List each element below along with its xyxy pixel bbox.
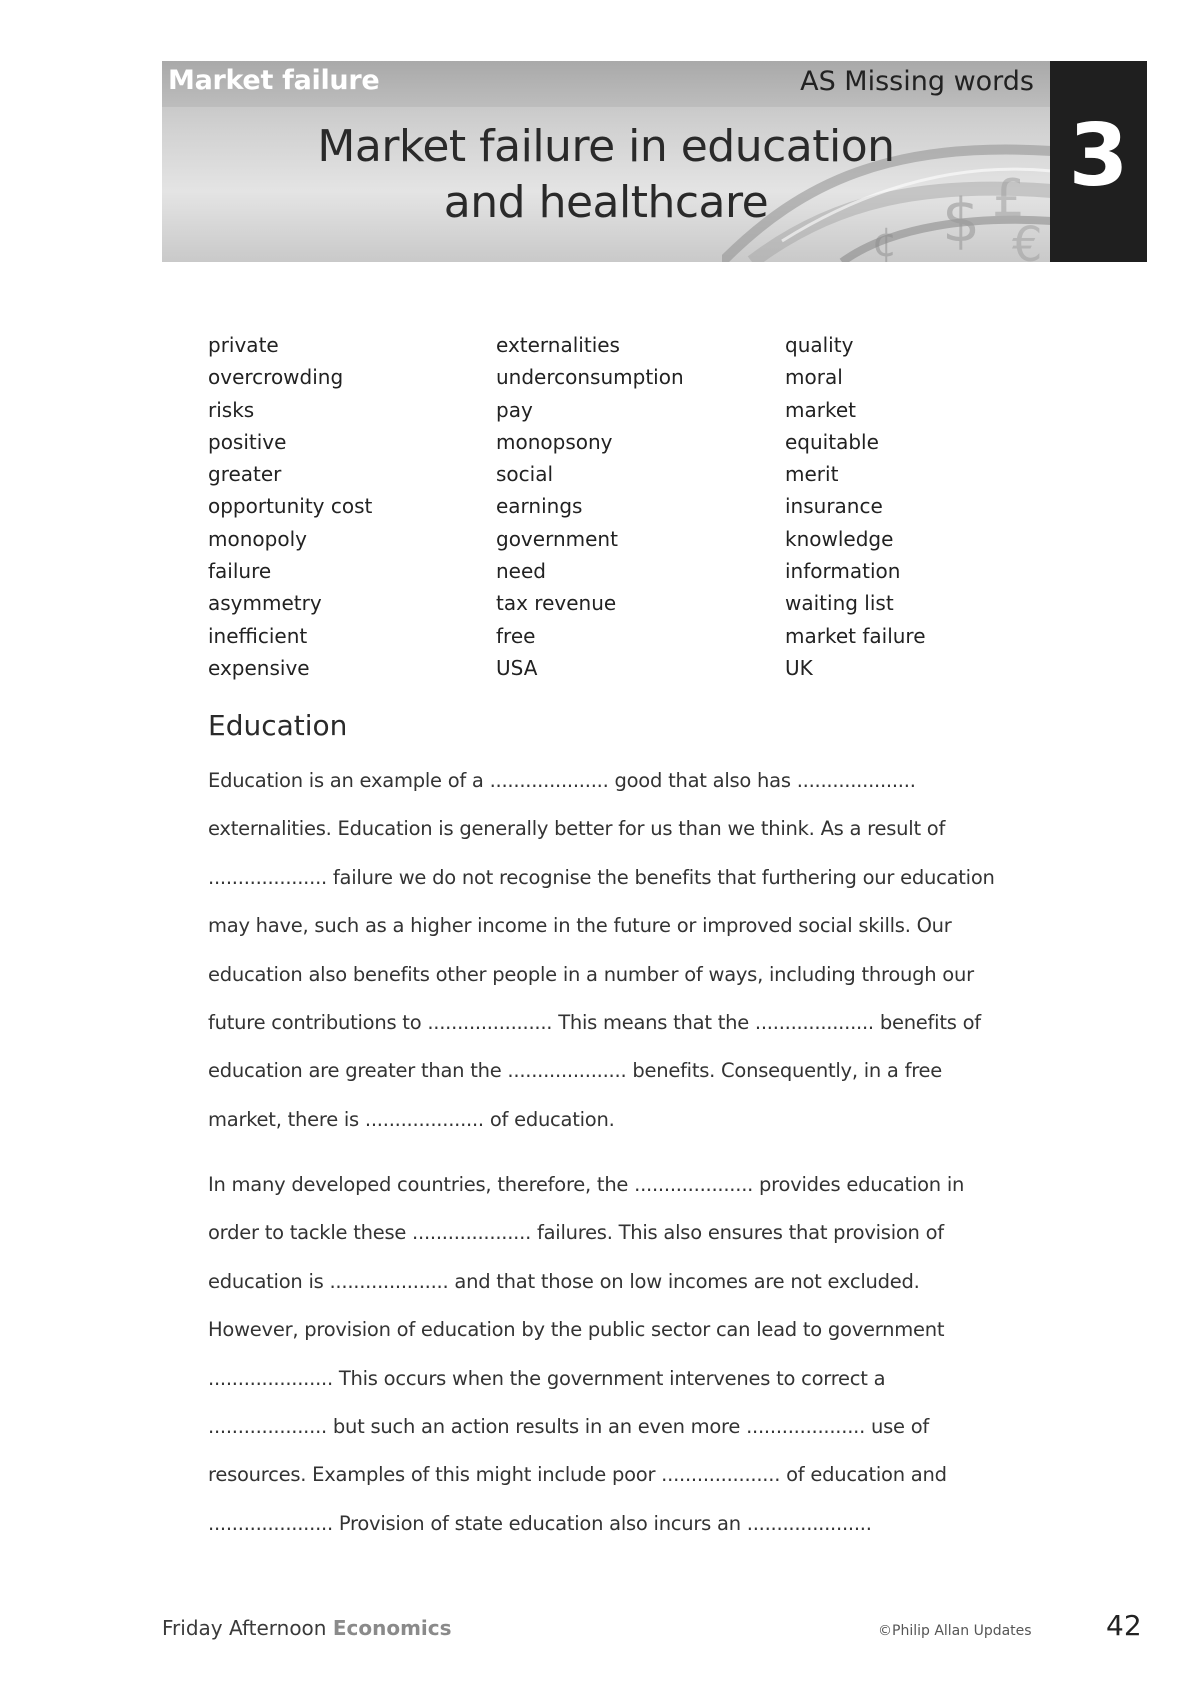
word-item: need [496,559,546,584]
word-item: externalities [496,333,620,357]
word-bank-column-3 [785,329,926,684]
text-line: may have, such as a higher income in the future or improved social skills. Our [208,914,952,938]
text-line: education also benefits other people in a number of ways, including through our [208,962,974,986]
paragraph-1 [208,757,1068,1144]
svg-text:¢: ¢ [872,220,898,262]
word-item: opportunity cost [208,494,373,519]
word-item: pay [496,397,533,422]
footer-series [162,1616,452,1640]
word-item: quality [785,333,854,357]
word-item: social [496,462,554,487]
word-item: private [208,333,279,357]
series-label: AS Missing words [800,66,1034,97]
word-item: USA [496,655,538,680]
svg-text:$: $ [942,186,981,256]
word-item: UK [785,655,813,680]
paragraph-2 [208,1161,1068,1548]
page-number: 42 [1106,1609,1142,1642]
word-item: waiting list [785,591,894,616]
word-item: overcrowding [208,365,344,390]
word-item: market [785,397,856,422]
word-item: tax revenue [496,591,617,616]
title-line-2: and healthcare [443,177,769,228]
text-line: externalities. Education is generally better for us than we think. As a result of [208,817,946,841]
text-line: future contributions to ..................... This means that the .................... benefits of [208,1010,981,1034]
word-item: greater [208,462,282,487]
text-line: .................... failure we do not recognise the benefits that furthering our education [208,865,995,889]
activity-number: 3 [1050,61,1147,262]
section-label: Market failure [168,65,380,96]
word-item: market failure [785,623,926,648]
word-item: insurance [785,494,883,519]
word-item: moral [785,365,843,390]
text-line: ..................... Provision of state education also incurs an ..................... [208,1511,872,1535]
text-line: order to tackle these .................... failures. This also ensures that provision of [208,1221,944,1245]
section-heading: Education [208,709,348,742]
text-line: Education is an example of a .................... good that also has .................... [208,769,916,792]
svg-text:£: £ [992,169,1026,229]
footer-series-brand: Economics [332,1616,452,1640]
word-item: underconsumption [496,365,684,390]
copyright-notice: ©Philip Allan Updates [878,1623,1032,1639]
word-item: risks [208,397,255,422]
text-line: resources. Examples of this might include poor .................... of education and [208,1463,947,1487]
word-item: information [785,559,901,584]
word-bank-column-2 [496,329,684,684]
text-line: education are greater than the .................... benefits. Consequently, in a free [208,1059,943,1083]
text-line: ..................... This occurs when the government intervenes to correct a [208,1366,886,1390]
footer-series-prefix: Friday Afternoon [162,1616,327,1640]
word-item: monopsony [496,429,613,454]
page-title [162,119,1050,231]
header-banner [162,61,1147,262]
word-item: monopoly [208,526,307,551]
word-item: expensive [208,655,310,680]
word-item: free [496,623,536,648]
word-item: merit [785,462,839,487]
word-item: asymmetry [208,591,322,616]
word-item: government [496,526,618,551]
text-line: In many developed countries, therefore, the .................... provides education in [208,1173,965,1196]
word-item: positive [208,429,287,454]
text-line: education is .................... and that those on low incomes are not excluded. [208,1269,920,1293]
word-item: earnings [496,494,583,519]
text-line: However, provision of education by the public sector can lead to government [208,1318,945,1342]
word-item: failure [208,559,272,584]
word-item: inefficient [208,623,308,648]
svg-text:€: € [1012,217,1043,262]
word-bank-column-1 [208,329,372,684]
word-item: knowledge [785,526,894,551]
word-item: equitable [785,429,879,454]
title-line-1: Market failure in education [317,121,895,172]
text-line: .................... but such an action results in an even more .................... use of [208,1414,930,1438]
text-line: market, there is .................... of education. [208,1107,615,1131]
